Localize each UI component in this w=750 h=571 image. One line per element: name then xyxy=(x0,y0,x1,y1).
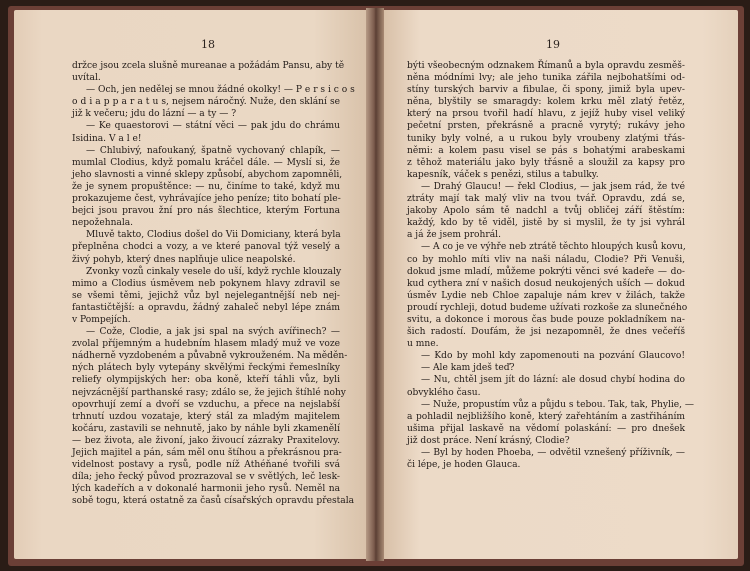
text-line: živý pohyb, který dnes naplňuje ulice neapolské. xyxy=(72,254,296,265)
text-line: u mne. xyxy=(407,339,439,350)
text-line: kud cythera zní v našich dosud neukojených uších — dokud xyxy=(407,278,685,289)
text-line: opovrhují zemí a dvoří se vzduchu, a přece na nejslabší xyxy=(72,399,340,410)
text-line: býti všeobecným odznakem Římanů a byla opravdu zesměš- xyxy=(407,61,685,71)
text-line: — Och, jen nedělej se mnou žádné okolky! — P e r s i c o s xyxy=(86,85,355,96)
text-line: držce jsou zcela slušně mureanae a požádám Pansu, aby tě xyxy=(72,61,345,71)
text-line: — Nu, chtěl jsem jít do lázní: ale dosud chybí hodina do xyxy=(421,375,685,386)
text-line: lých kadeřích a v dokonalé harmonii jeho rysů. Neměl na xyxy=(72,484,340,495)
page-number-right: 19 xyxy=(546,38,560,51)
text-line: — A co je ve výhře neb ztrátě těchto hloupých kusů kovu, xyxy=(421,242,686,253)
text-line: nejvzácnější parthanské rasy; zdálo se, že jejich štíhlé nohy xyxy=(72,387,346,398)
text-line: bejci jsou pravou žní pro nás šlechtice, kterým Fortuna xyxy=(72,206,340,217)
text-line: zvolal příjemným a hudebním hlasem mladý muž ve voze xyxy=(72,339,340,350)
text-line: každý, kdo by tě viděl, jistě by si myslil, že ty jsi vyhrál xyxy=(407,218,685,229)
text-line: a pohladil nejbližšího koně, který zařehtáním a zastřiháním xyxy=(407,411,685,422)
open-book xyxy=(8,6,744,566)
text-line: — Ale kam jdeš teď? xyxy=(421,363,515,374)
text-line: reliefy olympijských her: oba koně, kteří táhli vůz, byli xyxy=(72,375,340,386)
text-line: — Drahý Glaucu! — řekl Clodius, — jak jsem rád, že tvé xyxy=(421,181,685,192)
text-line: co by mohlo míti vliv na naši náladu, Clodie? Při Venuši, xyxy=(407,254,685,265)
text-line: šich radostí. Doufám, že jsi nezapomněl, že dnes večeříš xyxy=(407,327,685,338)
text-line: již dost práce. Není krásný, Clodie? xyxy=(407,435,570,446)
text-line: uvítal. xyxy=(72,73,101,84)
text-line: proudí rychleji, dotud budeme užívati rozkoše za slunečného xyxy=(407,302,688,313)
text-line: nepožehnala. xyxy=(72,218,134,229)
text-line: a já že jsem prohrál. xyxy=(407,230,501,241)
text-line: dokud jsme mladí, můžeme pokrýti věnci své kadeře — do- xyxy=(407,266,685,277)
text-line: díla; jeho řecký původ prozrazoval se v světlých, leč lesk- xyxy=(72,472,340,483)
text-line: úsměv Lydie neb Chloe zapaluje nám krev v žilách, takže xyxy=(407,290,685,301)
text-line: nádherně vyzdobeném a půvabně vykrouženém. Na měděn- xyxy=(72,351,348,362)
text-line: tuniky byly volné, a u rukou byly vroubeny zlatými třás- xyxy=(407,133,685,144)
text-line: něna, blyštily se smaragdy: kolem krku měl zlatý řetěz, xyxy=(407,97,685,108)
text-line: o d i a p p a r a t u s, nejsem náročný. Nuže, den sklání se xyxy=(72,97,340,108)
book-gutter xyxy=(366,8,384,561)
text-line: trhnutí uzdou vozataje, který stál za mladým majitelem xyxy=(72,411,340,422)
text-line: kočáru, zastavili se nehnutě, jako by náhle byli zkamenělí xyxy=(72,423,340,434)
page-number-left: 18 xyxy=(201,38,215,51)
text-line: němi: a kolem pasu visel se pás s bohatými arabeskami xyxy=(407,145,685,156)
text-line: — Cože, Clodie, a jak jsi spal na svých avířinech? — xyxy=(86,327,340,338)
text-line: něna módními lvy; ale jeho tunika zářila nejbohatšími od- xyxy=(407,73,685,84)
text-line: Mluvě takto, Clodius došel do Vii Domiciany, která byla xyxy=(86,230,341,241)
text-line: — Kdo by mohl kdy zapomenouti na pozvání Glaucovo! xyxy=(421,351,685,362)
text-line: Isidina. V a l e! xyxy=(72,133,142,144)
text-line: Jejich majitel a pán, sám měl onu štíhou a překrásnou pra- xyxy=(72,448,342,458)
text-line: — Nuže, propustím vůz a půjdu s tebou. Tak, tak, Phylie, — xyxy=(421,399,695,410)
text-line: se všemi těmi, jejichž vůz byl nejelegantnější neb nej- xyxy=(72,290,340,301)
text-line: pečetní prsten, překrásně a pracně vyrytý; rukávy jeho xyxy=(407,121,685,132)
text-line: kapesník, váček s penězi, stilus a tabulky. xyxy=(407,169,599,180)
text-line: fantastičtější: a opravdu, žádný zahaleč nebyl lépe znám xyxy=(72,302,340,313)
right-page xyxy=(384,10,738,559)
text-line: mumlal Clodius, když pomalu kráčel dále. — Myslí si, že xyxy=(72,157,340,168)
text-line: sobě togu, která ostatně za časů císařských opravdu přestala xyxy=(72,496,355,507)
text-line: jeho slavnosti a vinné sklepy způsobí, abychom zapomněli, xyxy=(72,169,343,180)
right-page-text xyxy=(407,60,695,471)
text-line: — bez života, ale živoní, jako živoucí zázraky Praxitelovy. xyxy=(72,435,340,446)
text-line: již k večeru; jdu do lázní — a ty — ? xyxy=(72,109,237,120)
text-line: z těhož materiálu jako byly třásně a sloužil za kapsy pro xyxy=(407,157,685,168)
left-page xyxy=(14,10,366,559)
text-line: ztráty mají tak malý vliv na tvou tvář. Opravdu, zdá se, xyxy=(407,194,685,205)
text-line: mimo a Clodius úsměvem neb pokynem hlavy zdravil se xyxy=(72,278,340,289)
text-line: — Chlubivý, nafoukaný, špatně vychovaný chlapík, — xyxy=(86,145,340,156)
text-line: ných plátech byly vytepány skvělými řeckými řemeslníky xyxy=(72,363,340,374)
left-page-text xyxy=(72,60,355,507)
text-line: svitu, a dokonce i morous čas bude pouze pokladníkem na- xyxy=(407,314,685,325)
text-line: — Byl by hoden Phoeba, — odvětil vznešený příživník, — xyxy=(421,448,685,458)
text-line: či lépe, je hoden Glauca. xyxy=(407,460,521,471)
text-line: obvyklého času. xyxy=(407,387,481,398)
text-line: že je synem propuštěnce: — nu, činíme to také, když mu xyxy=(72,181,340,192)
text-line: ušima přijal laskavě na vědomí polaskání: — pro dnešek xyxy=(407,423,685,434)
text-line: v Pompejích. xyxy=(72,314,131,325)
text-line: jakoby Apolo sám tě nadchl a tvůj obličej září štěstím: xyxy=(407,206,685,217)
text-line: videlnost postavy a rysů, podle níž Athéňané tvořili svá xyxy=(72,460,340,471)
text-line: prokazujeme čest, vyhrávajíce jeho peníze; tito bohatí ple- xyxy=(72,194,341,205)
text-line: stíny turských barviv a fibulae, či spony, jimiž byla upev- xyxy=(407,85,685,96)
text-line: — Ke quaestorovi — státní věci — pak jdu do chrámu xyxy=(86,121,340,132)
text-line: který na prsou tvořil hadí hlavu, z jejíž huby visel veliký xyxy=(407,109,685,120)
text-line: Zvonky vozů cinkaly vesele do uší, když rychle klouzaly xyxy=(86,266,342,277)
text-line: přeplněna chodci a vozy, a ve které panoval týž veselý a xyxy=(72,242,340,253)
